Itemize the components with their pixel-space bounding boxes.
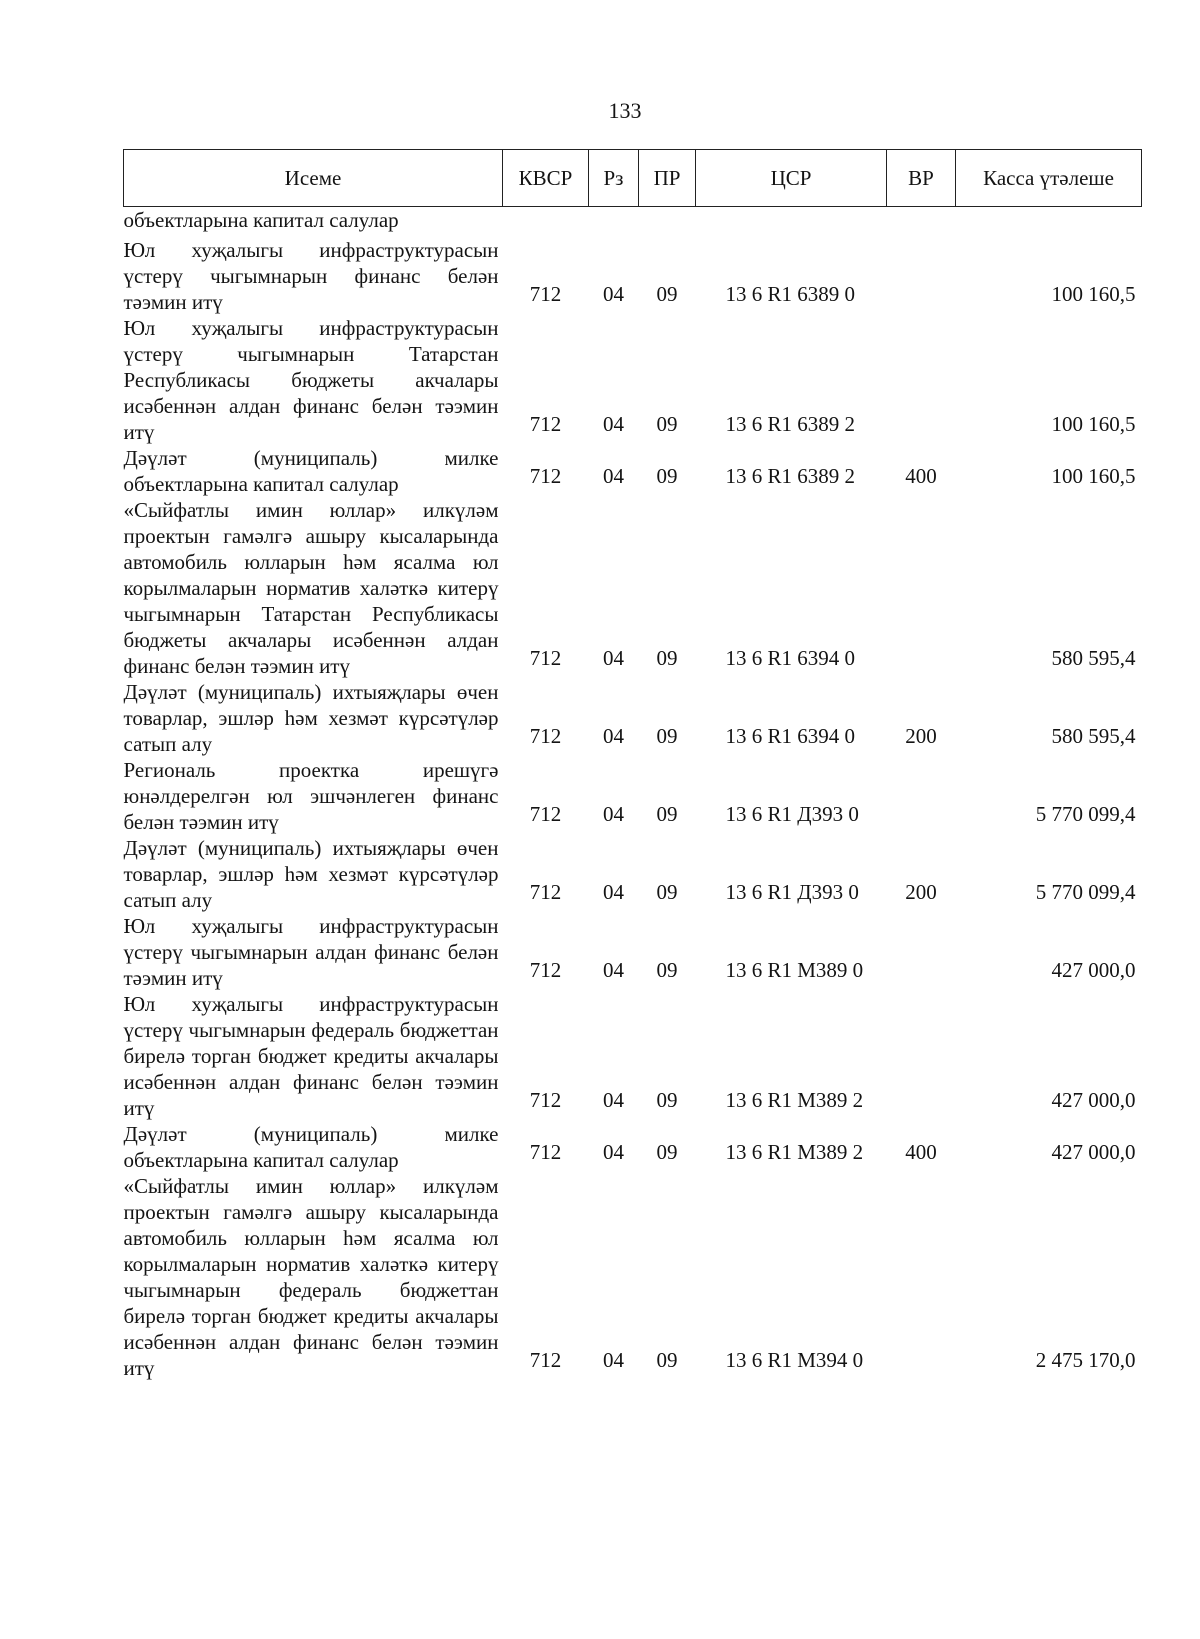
row-rz: 04 — [603, 880, 624, 904]
row-csr: 13 6 R1 M389 2 — [725, 1140, 864, 1164]
header-name: Исеме — [124, 150, 503, 207]
table-row — [124, 445, 1142, 497]
row-name: Дәүләт (муниципаль) милке объектларына капитал салулар — [123, 446, 499, 496]
table-row — [124, 913, 1142, 991]
header-csr: ЦСР — [696, 150, 887, 207]
row-rz: 04 — [603, 282, 624, 306]
row-vr — [887, 991, 956, 1121]
row-amount: 100 160,5 — [1051, 282, 1136, 306]
table-row — [124, 991, 1142, 1121]
row-csr: 13 6 R1 M389 0 — [725, 958, 864, 982]
row-amount: 427 000,0 — [1051, 958, 1136, 982]
row-vr: 200 — [905, 880, 937, 904]
row-csr: 13 6 R1 6389 0 — [725, 282, 856, 306]
row-vr — [887, 1173, 956, 1381]
page-number: 133 — [608, 98, 642, 123]
row-name: Дәүләт (муниципаль) милке объектларына капитал салулар — [123, 1122, 499, 1172]
row-rz: 04 — [603, 412, 624, 436]
header-kvsr: КВСР — [503, 150, 589, 207]
row-amount: 427 000,0 — [1051, 1088, 1136, 1112]
row-rz: 04 — [603, 958, 624, 982]
row-vr — [887, 315, 956, 445]
row-rz: 04 — [603, 646, 624, 670]
row-amount: 2 475 170,0 — [1035, 1348, 1136, 1372]
row-vr: 400 — [905, 464, 937, 488]
table-row — [124, 835, 1142, 913]
row-kvsr: 712 — [529, 1140, 562, 1164]
row-csr: 13 6 R1 6389 2 — [725, 464, 856, 488]
table-body — [124, 207, 1142, 1382]
row-pr: 09 — [656, 282, 678, 306]
row-csr: 13 6 R1 Д393 0 — [725, 802, 859, 826]
row-vr: 200 — [905, 724, 937, 748]
row-rz: 04 — [603, 1348, 624, 1372]
row-name: «Сыйфатлы имин юллар» илкүләм проектын гамәлгә ашыру кысаларында автомобиль юлларын һәм ясалма юл корылмаларын норматив халәткә китерү чыгымнарын Татарстан Республикасы бюджеты акчалары исәбеннән алдан финанс белән тәэмин итү — [123, 498, 499, 678]
row-kvsr: 712 — [529, 412, 562, 436]
budget-table — [123, 149, 1142, 1381]
row-pr: 09 — [656, 724, 678, 748]
row-name: Юл хуҗалыгы инфраструктурасын үстерү чыгымнарын федераль бюджеттан бирелә торган бюджет кредиты акчалары исәбеннән алдан финанс белән тәэмин итү — [123, 992, 499, 1120]
table-row — [124, 237, 1142, 315]
row-rz: 04 — [603, 1140, 624, 1164]
row-kvsr: 712 — [529, 282, 562, 306]
row-rz: 04 — [603, 1088, 624, 1112]
row-pr: 09 — [656, 1348, 678, 1372]
header-amount: Касса үтәлеше — [956, 150, 1142, 207]
row-kvsr: 712 — [529, 802, 562, 826]
row-amount: 100 160,5 — [1051, 412, 1136, 436]
row-csr: 13 6 R1 Д393 0 — [725, 880, 859, 904]
row-vr: 400 — [905, 1140, 937, 1164]
table-row — [124, 497, 1142, 679]
row-vr — [887, 757, 956, 835]
table-header — [124, 150, 1142, 207]
table-row — [124, 757, 1142, 835]
continuation-text: объектларына капитал салулар — [123, 208, 399, 232]
row-csr: 13 6 R1 6394 0 — [725, 724, 856, 748]
row-vr — [887, 237, 956, 315]
row-amount: 100 160,5 — [1051, 464, 1136, 488]
row-pr: 09 — [656, 464, 678, 488]
row-vr — [887, 497, 956, 679]
row-amount: 427 000,0 — [1051, 1140, 1136, 1164]
row-name: Юл хуҗалыгы инфраструктурасын үстерү чыгымнарын финанс белән тәэмин итү — [123, 238, 499, 314]
row-kvsr: 712 — [529, 724, 562, 748]
row-kvsr: 712 — [529, 1348, 562, 1372]
row-amount: 5 770 099,4 — [1035, 880, 1136, 904]
header-pr: ПР — [639, 150, 696, 207]
row-kvsr: 712 — [529, 1088, 562, 1112]
row-name: Региональ проектка ирешүгә юнәлдерелгән юл эшчәнлеген финанс белән тәэмин итү — [123, 758, 499, 834]
row-name: Юл хуҗалыгы инфраструктурасын үстерү чыгымнарын алдан финанс белән тәэмин итү — [123, 914, 499, 990]
row-kvsr: 712 — [529, 646, 562, 670]
row-pr: 09 — [656, 802, 678, 826]
row-kvsr: 712 — [529, 464, 562, 488]
row-kvsr: 712 — [529, 880, 562, 904]
row-rz: 04 — [603, 802, 624, 826]
row-pr: 09 — [656, 958, 678, 982]
row-csr: 13 6 R1 M394 0 — [725, 1348, 864, 1372]
row-vr — [887, 913, 956, 991]
row-name: Дәүләт (муниципаль) ихтыяҗлары өчен товарлар, эшләр һәм хезмәт күрсәтүләр сатып алу — [123, 680, 499, 756]
header-rz: Рз — [589, 150, 639, 207]
row-kvsr: 712 — [529, 958, 562, 982]
table-row — [124, 1121, 1142, 1173]
row-pr: 09 — [656, 1140, 678, 1164]
row-name: «Сыйфатлы имин юллар» илкүләм проектын гамәлгә ашыру кысаларында автомобиль юлларын һәм ясалма юл корылмаларын норматив халәткә китерү чыгымнарын федераль бюджеттан бирелә торган бюджет кредиты акчалары исәбеннән алдан финанс белән тәэмин итү — [123, 1174, 499, 1380]
row-csr: 13 6 R1 6394 0 — [725, 646, 856, 670]
row-amount: 580 595,4 — [1051, 646, 1136, 670]
row-csr: 13 6 R1 6389 2 — [725, 412, 856, 436]
row-pr: 09 — [656, 880, 678, 904]
row-rz: 04 — [603, 464, 624, 488]
continuation-row — [124, 207, 1142, 238]
row-name: Дәүләт (муниципаль) ихтыяҗлары өчен товарлар, эшләр һәм хезмәт күрсәтүләр сатып алу — [123, 836, 499, 912]
row-pr: 09 — [656, 412, 678, 436]
header-vr: ВР — [887, 150, 956, 207]
table-row — [124, 315, 1142, 445]
row-amount: 5 770 099,4 — [1035, 802, 1136, 826]
table-row — [124, 1173, 1142, 1381]
row-name: Юл хуҗалыгы инфраструктурасын үстерү чыгымнарын Татарстан Республикасы бюджеты акчалары исәбеннән алдан финанс белән тәэмин итү — [123, 316, 499, 444]
row-pr: 09 — [656, 646, 678, 670]
row-amount: 580 595,4 — [1051, 724, 1136, 748]
row-pr: 09 — [656, 1088, 678, 1112]
row-csr: 13 6 R1 M389 2 — [725, 1088, 864, 1112]
row-rz: 04 — [603, 724, 624, 748]
table-row — [124, 679, 1142, 757]
